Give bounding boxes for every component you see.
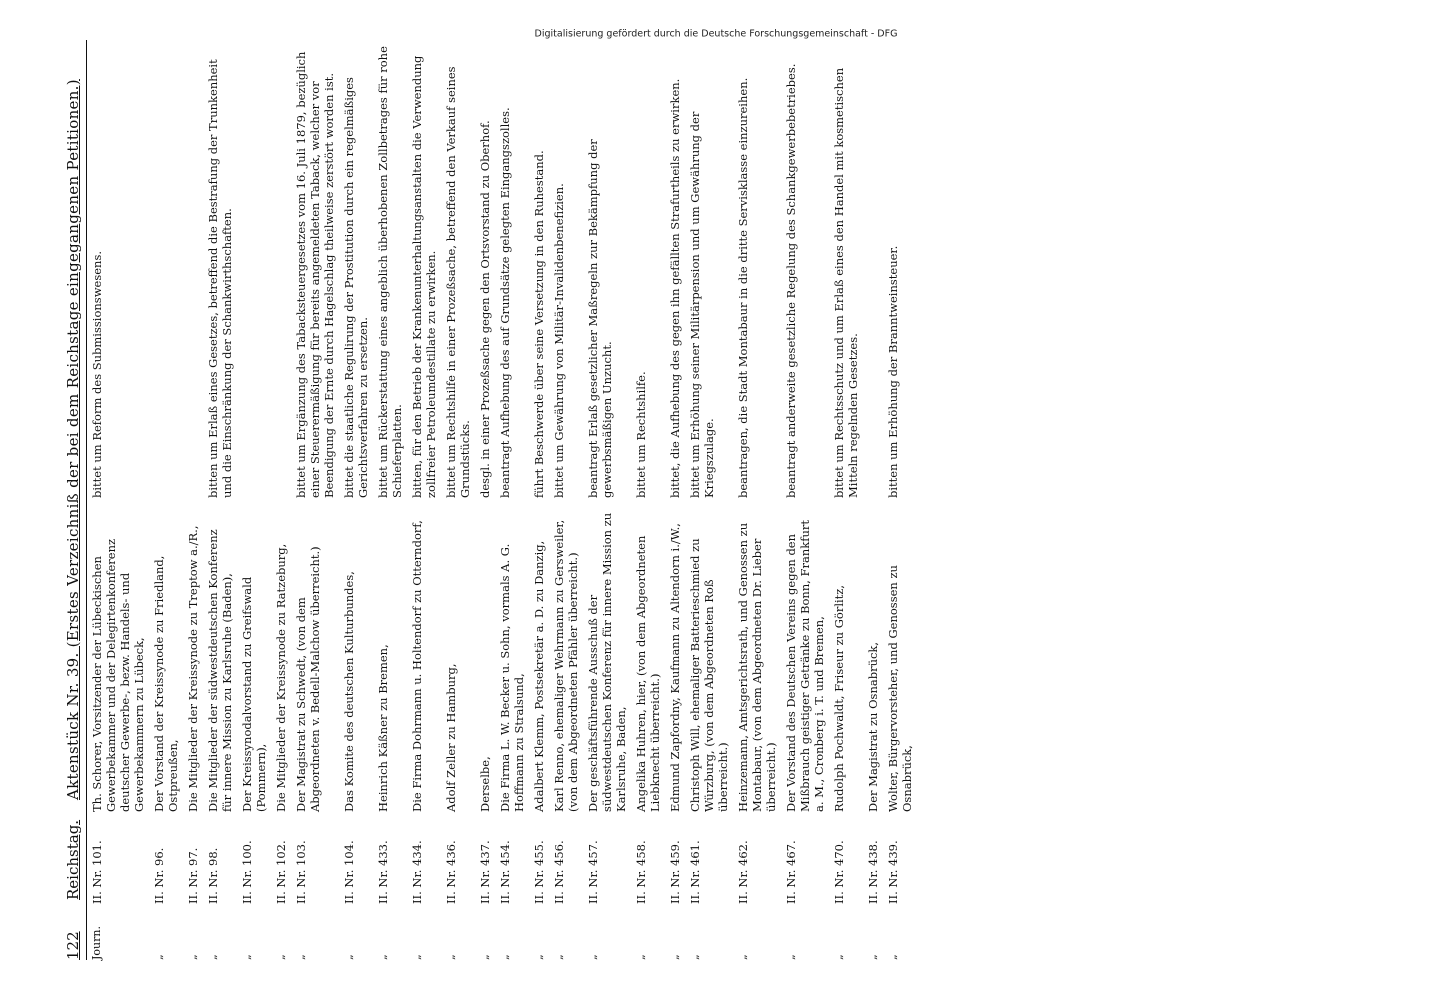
petition-number: II. Nr. 101.	[90, 840, 104, 904]
petition-number: II. Nr. 459.	[668, 840, 682, 904]
petition-number: II. Nr. 434.	[410, 840, 424, 904]
journal-source: „	[832, 954, 845, 960]
petition-request: bittet um Rechtsschutz und um Erlaß eines den Handel mit kosmetischen Mitteln regelnden Gesetzes.	[832, 67, 860, 498]
petition-number: II. Nr. 436.	[444, 840, 458, 904]
table-row	[634, 40, 662, 960]
petitioner: Die Mitglieder der südwestdeutschen Konferenz für innere Mission zu Karlsruhe (Baden),	[206, 529, 234, 812]
petition-number: II. Nr. 461.	[688, 840, 702, 904]
table-row	[274, 40, 288, 960]
petition-number: II. Nr. 454.	[498, 840, 512, 904]
table-row	[240, 40, 268, 960]
petitioner: Die Firma L. W. Becker u. Sohn, vormals A. G. Hoffmann zu Stralsund,	[498, 543, 526, 812]
petitioner: Angelika Huhren, hier, (von dem Abgeordneten Liebknecht überreicht.)	[634, 535, 662, 812]
petitioner: Heinrich Käßner zu Bremen,	[376, 644, 390, 812]
table-row	[376, 40, 404, 960]
petition-number: II. Nr. 97.	[186, 847, 200, 904]
journal-source: „	[410, 954, 423, 960]
table-row	[498, 40, 526, 960]
petition-request: bittet, die Aufhebung des gegen ihn gefällten Strafurtheils zu erwirken.	[668, 78, 682, 498]
table-row	[688, 40, 730, 960]
petition-request: bittet die staatliche Regulirung der Prostitution durch ein regelmäßiges Gerichtsverfahren zu ersetzen.	[342, 77, 370, 498]
petition-number: II. Nr. 439.	[886, 840, 900, 904]
table-row	[342, 40, 370, 960]
petitioner: Das Komite des deutschen Kulturbundes,	[342, 571, 356, 812]
petition-request: bitten, für den Betrieb der Krankenunterhaltungsanstalten die Verwendung zollfreier Petroleumdestillate zu erwirken.	[410, 55, 438, 498]
footer	[0, 14, 1432, 54]
petitioner: Karl Renno, ehemaliger Wehrmann zu Gersweiler, (von dem Abgeordneten Pfähler überreicht.)	[552, 519, 580, 812]
page-title: Aktenstück Nr. 39. (Erstes Verzeichniß der bei dem Reichstage eingegangenen Petitionen.)	[64, 79, 82, 800]
petition-number: II. Nr. 458.	[634, 840, 648, 904]
petition-number: II. Nr. 98.	[206, 847, 220, 904]
petition-request: bittet um Rechtshilfe in einer Prozeßsache, betreffend den Verkauf seines Grundstücks.	[444, 66, 472, 498]
petitioner: Derselbe,	[478, 756, 492, 812]
petition-number: II. Nr. 457.	[586, 840, 600, 904]
table-row	[444, 40, 472, 960]
journal-source: „	[532, 954, 545, 960]
petitioner: Der Kreissynodalvorstand zu Greifswald (Pommern),	[240, 576, 268, 812]
petition-request: bittet um Ergänzung des Tabacksteuergesetzes vom 16. Juli 1879, bezüglich einer Steuerermäßigung für bereits angemeldeten Taback, welcher vor Beendigung der Ernte durch Hagelschlag theilweise zerstört worden ist.	[294, 51, 336, 498]
petition-number: II. Nr. 462.	[736, 840, 750, 904]
petition-number: II. Nr. 455.	[532, 840, 546, 904]
table-row	[552, 40, 580, 960]
petition-number: II. Nr. 438.	[866, 840, 880, 904]
table-row	[866, 40, 880, 960]
petitioner: Adalbert Klemm, Postsekretär a. D. zu Danzig,	[532, 540, 546, 812]
petitioner: Adolf Zeller zu Hamburg,	[444, 663, 458, 812]
petition-request: beantragt anderweite gesetzliche Regelung des Schankgewerbebetriebes.	[784, 63, 798, 498]
journal-source: „	[206, 954, 219, 960]
petition-request: bitten um Erlaß eines Gesetzes, betreffend die Bestrafung der Trunkenheit und die Einschränkung der Schankwirthschaften.	[206, 59, 234, 498]
petition-number: II. Nr. 96.	[152, 847, 166, 904]
petition-request: desgl. in einer Prozeßsache gegen den Ortsvorstand zu Oberhof.	[478, 120, 492, 498]
table-row	[736, 40, 778, 960]
table-row	[784, 40, 826, 960]
petitioner: Wolter, Bürgervorsteher, und Genossen zu Osnabrück,	[886, 565, 914, 812]
petition-request: bitten um Erhöhung der Branntweinsteuer.	[886, 245, 900, 498]
petition-number: II. Nr. 102.	[274, 840, 288, 904]
reichstag-label: Reichstag.	[64, 819, 82, 900]
petition-number: II. Nr. 103.	[294, 840, 308, 904]
petition-list	[90, 40, 920, 960]
petitioner: Der Magistrat zu Schwedt, (von dem Abgeordneten v. Bedell-Malchow überreicht.)	[294, 546, 322, 812]
journal-source: „	[240, 954, 253, 960]
petition-request: führt Beschwerde über seine Versetzung in den Ruhestand.	[532, 150, 546, 498]
journal-source: „	[152, 954, 165, 960]
journal-source: „	[478, 954, 491, 960]
journal-source: „	[586, 954, 599, 960]
petitioner: Der Vorstand der Kreissynode zu Friedland, Ostpreußen,	[152, 555, 180, 812]
petition-request: bittet um Erhöhung seiner Militärpension und um Gewährung der Kriegszulage.	[688, 111, 716, 498]
table-row	[532, 40, 546, 960]
journal-source: „	[376, 954, 389, 960]
dfg-credit: Digitalisierung gefördert durch die Deutsche Forschungsgemeinschaft - DFG	[534, 28, 898, 40]
petitioner: Der Magistrat zu Osnabrück,	[866, 641, 880, 812]
table-row	[832, 40, 860, 960]
table-row	[586, 40, 628, 960]
table-row	[186, 40, 200, 960]
journal-source: „	[784, 954, 797, 960]
petition-number: II. Nr. 470.	[832, 840, 846, 904]
petition-number: II. Nr. 467.	[784, 840, 798, 904]
journal-source: „	[186, 954, 199, 960]
journal-source: „	[866, 954, 879, 960]
journal-source: „	[294, 954, 307, 960]
journal-source: „	[634, 954, 647, 960]
journal-source: Journ.	[90, 926, 103, 960]
petition-number: II. Nr. 100.	[240, 840, 254, 904]
petition-request: beantragt Erlaß gesetzlicher Maßregeln zur Bekämpfung der gewerbsmäßigen Unzucht.	[586, 139, 614, 498]
page-number: 122	[64, 931, 82, 960]
petitioner: Heinzemann, Amtsgerichtsrath, und Genossen zu Montabaur, (von dem Abgeordneten Dr. Lieber überreicht.)	[736, 522, 778, 812]
page-header	[48, 40, 87, 960]
petition-request: beantragen, die Stadt Montabaur in die dritte Servisklasse einzureihen.	[736, 77, 750, 498]
petitioner: Die Firma Dohrmann u. Holtendorf zu Otterndorf,	[410, 520, 424, 812]
petition-request: bittet um Reform des Submissionswesens.	[90, 250, 104, 498]
table-row	[886, 40, 914, 960]
petitioner: Der geschäftsführende Ausschuß der südwestdeutschen Konferenz für innere Mission zu Karlsruhe, Baden,	[586, 512, 628, 812]
petition-number: II. Nr. 456.	[552, 840, 566, 904]
table-row	[90, 40, 146, 960]
petitioner: Die Mitglieder der Kreissynode zu Treptow a./R.,	[186, 525, 200, 812]
petition-request: bittet um Rechtshilfe.	[634, 371, 648, 498]
table-row	[410, 40, 438, 960]
petitioner: Th. Schorer, Vorsitzender der Lübeckischen Gewerbekammer und der Delegirtenkonferenz deutscher Gewerbe-, bezw. Handels- und Gewerbekammern zu Lübeck,	[90, 538, 146, 812]
petition-number: II. Nr. 104.	[342, 840, 356, 904]
journal-source: „	[552, 954, 565, 960]
petition-request: beantragt Aufhebung des auf Grundsätze gelegten Eingangszolles.	[498, 107, 512, 498]
table-row	[478, 40, 492, 960]
petition-number: II. Nr. 437.	[478, 840, 492, 904]
journal-source: „	[274, 954, 287, 960]
table-row	[294, 40, 336, 960]
petition-request: bittet um Rückerstattung eines angeblich überhobenen Zollbetrages für rohe Schieferplatten.	[376, 46, 404, 498]
petition-number: II. Nr. 433.	[376, 840, 390, 904]
journal-source: „	[736, 954, 749, 960]
table-row	[668, 40, 682, 960]
petitioner: Edmund Zapfordny, Kaufmann zu Altendorn i./W.,	[668, 523, 682, 812]
petition-request: bittet um Gewährung von Militär-Invalidenbenefizien.	[552, 183, 566, 498]
journal-source: „	[342, 954, 355, 960]
journal-source: „	[498, 954, 511, 960]
table-row	[206, 40, 234, 960]
petitioner: Christoph Will, ehemaliger Batterieschmied zu Würzburg, (von dem Abgeordneten Roß überreicht.)	[688, 538, 730, 812]
journal-source: „	[444, 954, 457, 960]
petitioner: Die Mitglieder der Kreissynode zu Ratzeburg,	[274, 543, 288, 812]
journal-source: „	[886, 954, 899, 960]
petitioner: Der Vorstand des Deutschen Vereins gegen den Mißbrauch geistiger Getränke zu Bonn, Frankfurt a. M., Cronberg i. T. und Bremen,	[784, 519, 826, 812]
table-row	[152, 40, 180, 960]
journal-source: „	[688, 954, 701, 960]
petitioner: Rudolph Pochwaldt, Friseur zu Görlitz,	[832, 584, 846, 812]
journal-source: „	[668, 954, 681, 960]
